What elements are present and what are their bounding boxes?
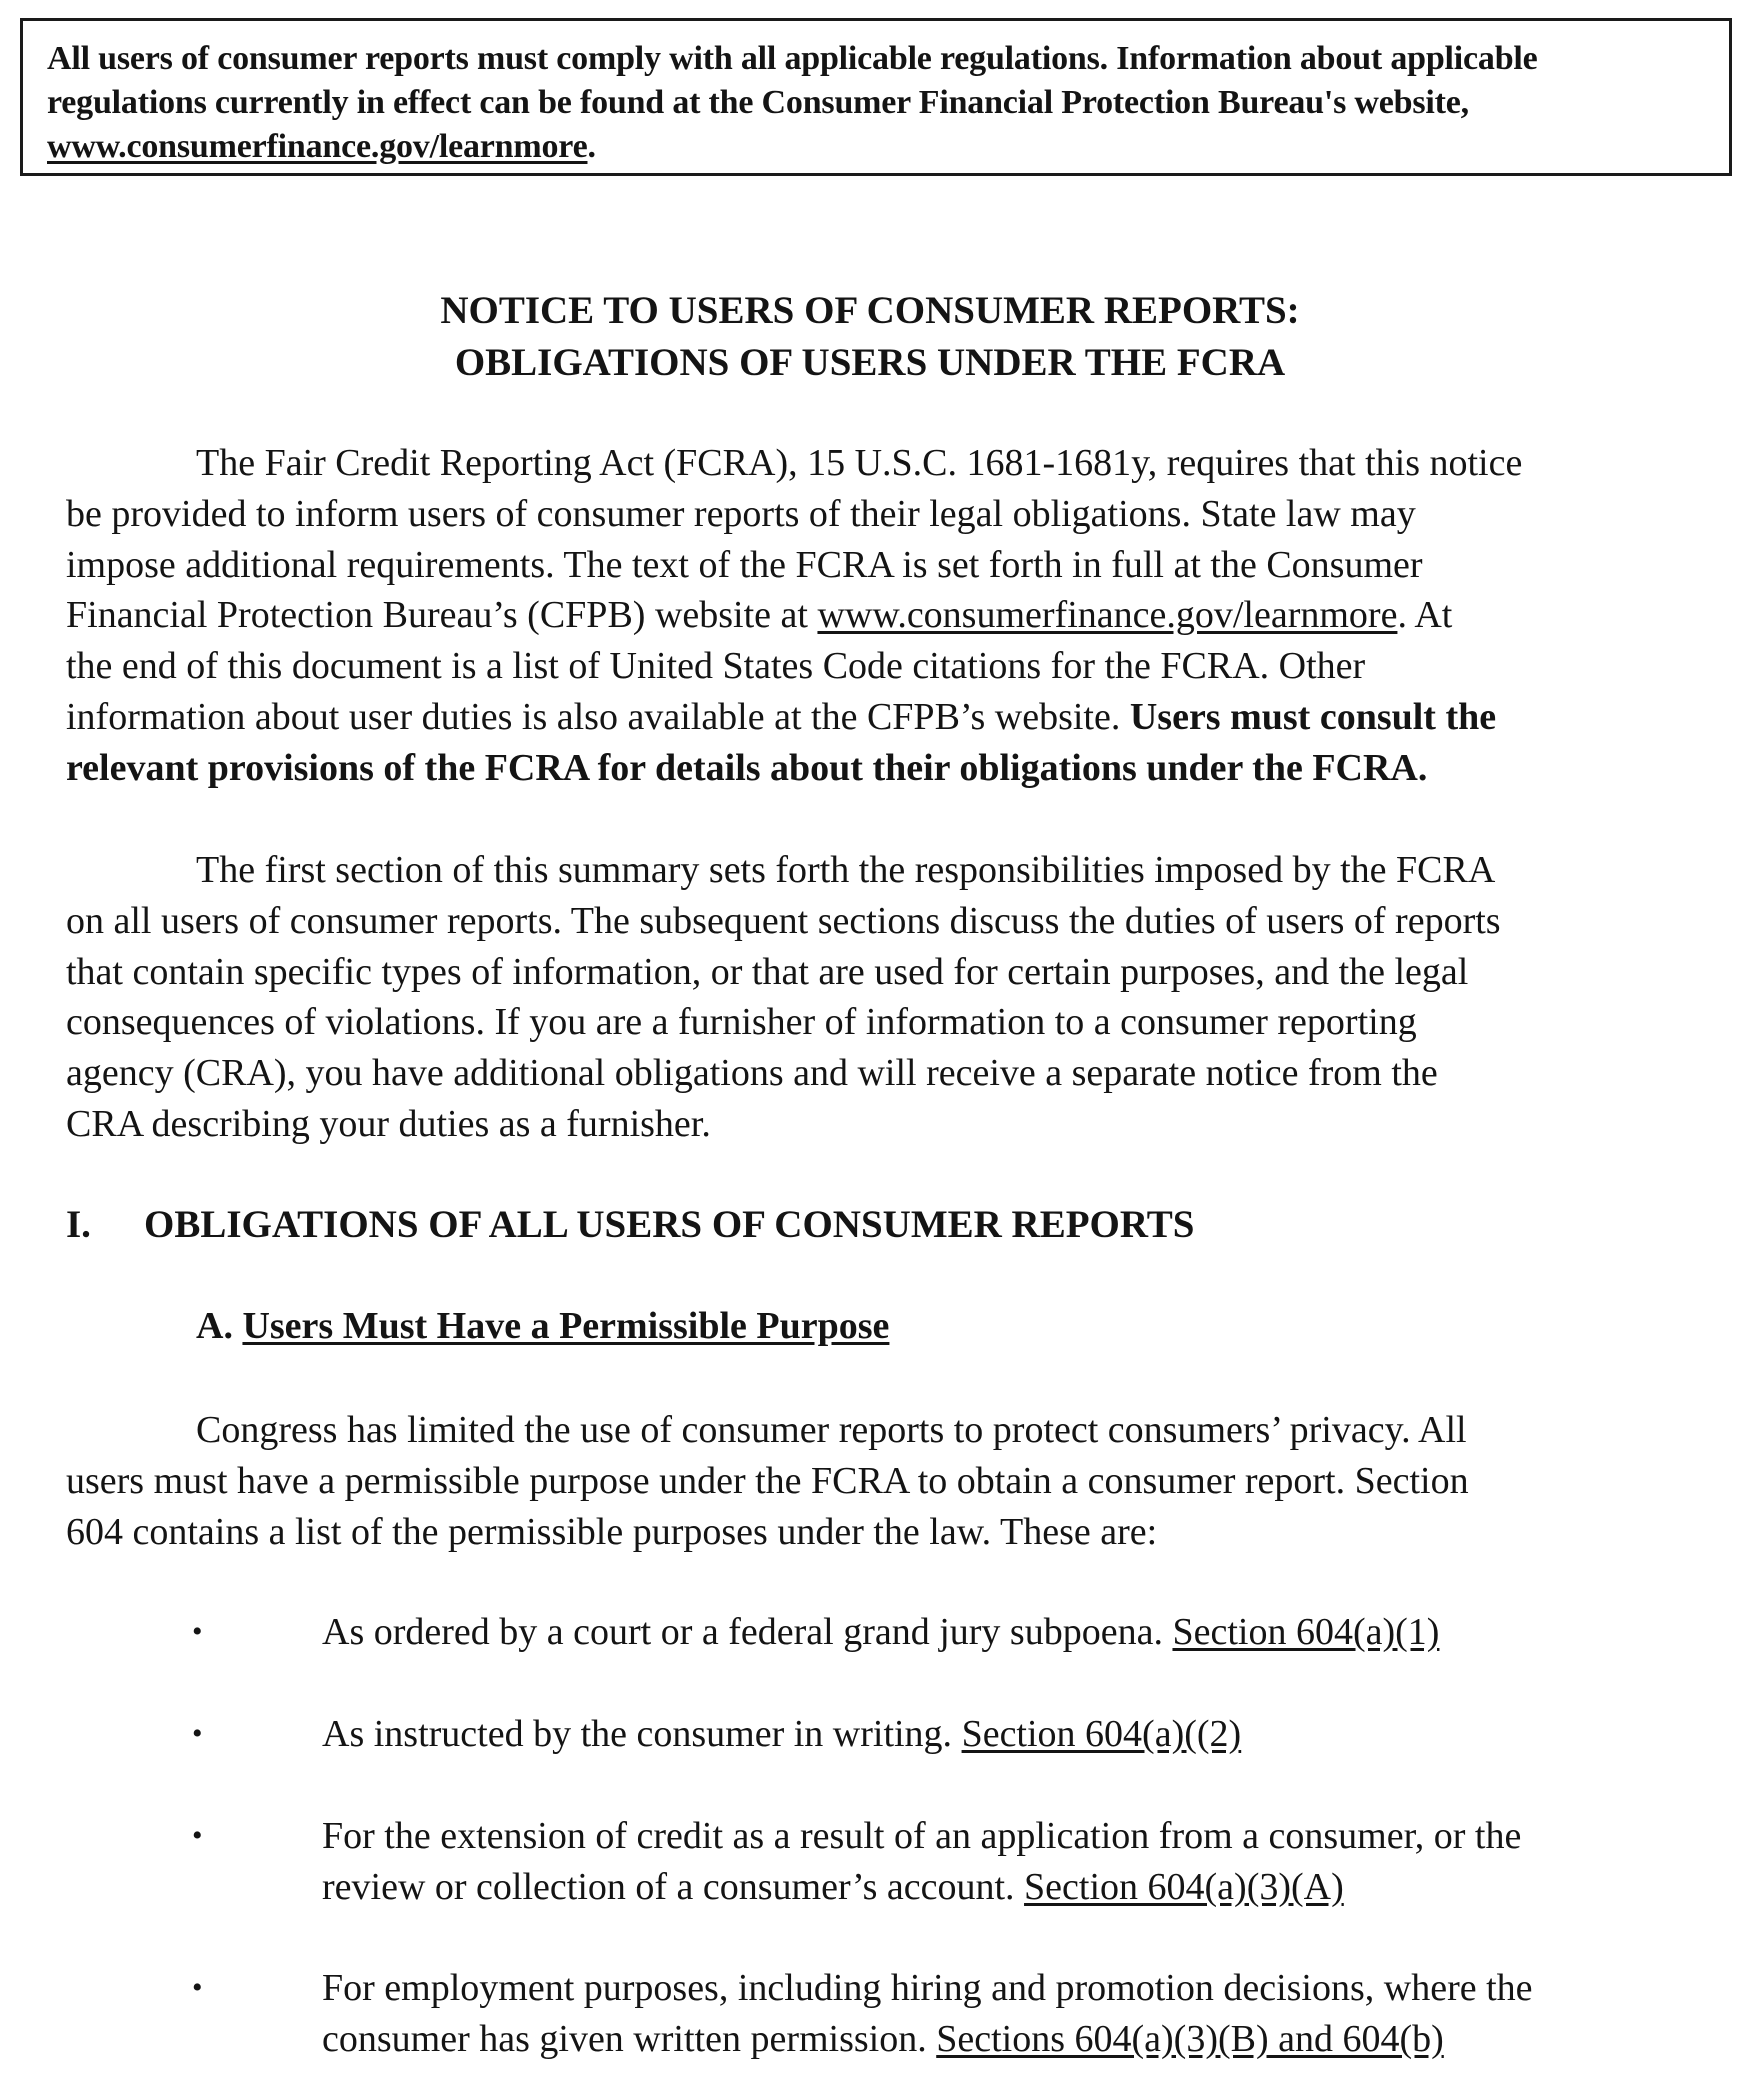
list-item-line [322,1862,1722,1913]
purpose-line-2: users must have a permissible purpose under the FCRA to obtain a consumer report. Section [66,1459,1469,1502]
list-item-text [322,1963,1722,2065]
bullet-icon: • [192,1971,203,2004]
citation-link[interactable]: Section 604(a)((2) [961,1713,1242,1755]
document-title-line-1: NOTICE TO USERS OF CONSUMER REPORTS: [440,289,1300,332]
list-item-line: For the extension of credit as a result of an application from a consumer, or the [322,1815,1522,1857]
notice-link-suffix: . [587,128,596,165]
section-number: I. [66,1203,91,1246]
citation-link[interactable]: Section 604(a)(1) [1172,1611,1440,1653]
summary-line-3: that contain specific types of information, or that are used for certain purposes, and the legal [66,950,1469,993]
summary-line-1: The first section of this summary sets forth the responsibilities imposed by the FCRA [196,849,1496,891]
list-item-line [322,1607,1722,1658]
notice-line-2: regulations currently in effect can be found at the Consumer Financial Protection Bureau's website, [47,84,1469,121]
list-item-line: For employment purposes, including hiring and promotion decisions, where the [322,1967,1533,2009]
intro-line-4 [66,590,1706,641]
intro-line-6 [66,692,1706,743]
list-item-text [322,1607,1722,1658]
list-item-line-text: consumer has given written permission. [322,2017,937,2060]
intro-paragraph [66,438,1706,794]
intro-line-2: be provided to inform users of consumer reports of their legal obligations. State law may [66,492,1416,535]
purpose-line-3: 604 contains a list of the permissible purposes under the law. These are: [66,1510,1158,1553]
list-item-line-text: review or collection of a consumer’s account. [322,1865,1025,1908]
notice-line-3 [47,125,1709,169]
summary-line-5: agency (CRA), you have additional obligations and will receive a separate notice from the [66,1052,1438,1095]
notice-website-link[interactable]: www.consumerfinance.gov/learnmore [47,128,588,165]
section-title: OBLIGATIONS OF ALL USERS OF CONSUMER REPORTS [144,1203,1195,1246]
summary-line-2: on all users of consumer reports. The subsequent sections discuss the duties of users of reports [66,899,1501,942]
permissible-purpose-paragraph [66,1405,1706,1557]
cfpb-website-link[interactable]: www.consumerfinance.gov/learnmore [817,594,1398,637]
subsection-heading [196,1301,889,1351]
summary-line-4: consequences of violations. If you are a furnisher of information to a consumer reporting [66,1001,1417,1044]
summary-line-6: CRA describing your duties as a furnisher. [66,1102,711,1145]
list-item-line-text: As instructed by the consumer in writing. [322,1713,962,1755]
list-item-text [322,1709,1722,1760]
intro-line-7: relevant provisions of the FCRA for details about their obligations under the FCRA. [66,746,1428,789]
intro-line-4-text: Financial Protection Bureau’s (CFPB) website at [66,594,818,637]
subsection-label: A. [196,1305,243,1347]
purpose-line-1: Congress has limited the use of consumer reports to protect consumers’ privacy. All [196,1409,1467,1451]
list-item-text [322,1811,1722,1913]
subsection-title: Users Must Have a Permissible Purpose [242,1305,890,1347]
document-title-line-2: OBLIGATIONS OF USERS UNDER THE FCRA [454,341,1286,384]
summary-paragraph [66,845,1706,1150]
bullet-icon: • [192,1717,203,1750]
intro-line-3: impose additional requirements. The text of the FCRA is set forth in full at the Consumer [66,543,1423,586]
intro-line-6-text: information about user duties is also available at the CFPB’s website. [66,695,1130,738]
list-item-line [322,1709,1722,1760]
bullet-icon: • [192,1819,203,1852]
section-heading [66,1200,1194,1250]
intro-line-1: The Fair Credit Reporting Act (FCRA), 15 U.S.C. 1681-1681y, requires that this notice [196,442,1523,484]
list-item-line-text: As ordered by a court or a federal grand jury subpoena. [322,1611,1173,1653]
bullet-icon: • [192,1615,203,1648]
list-item-line [322,2014,1722,2065]
citation-link[interactable]: Sections 604(a)(3)(B) and 604(b) [936,2017,1444,2060]
intro-line-4-end: . At [1397,594,1453,637]
intro-line-6-bold: Users must consult the [1129,695,1497,738]
notice-line-1: All users of consumer reports must comply with all applicable regulations. Information about applicable [47,40,1538,77]
compliance-notice-box [20,18,1732,176]
citation-link[interactable]: Section 604(a)(3)(A) [1024,1865,1344,1908]
intro-line-5: the end of this document is a list of United States Code citations for the FCRA. Other [66,645,1366,688]
